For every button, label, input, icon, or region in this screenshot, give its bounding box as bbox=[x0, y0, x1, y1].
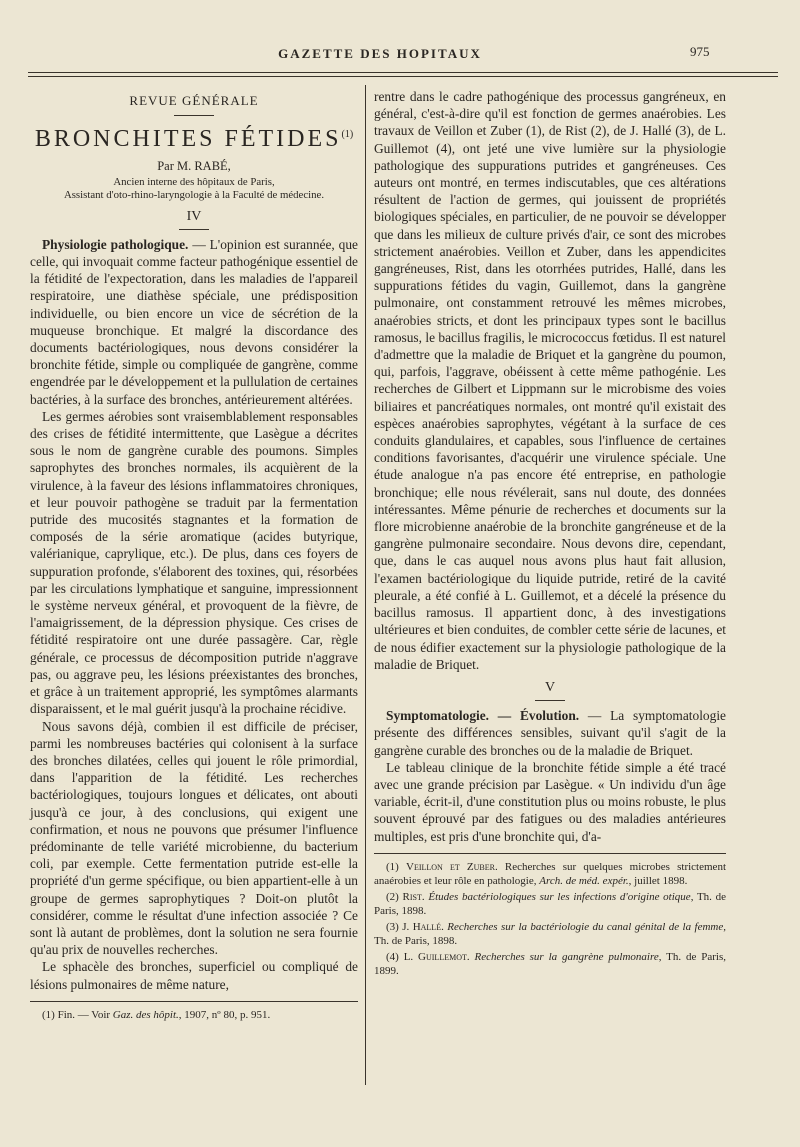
footnote-author: Rist bbox=[402, 890, 422, 903]
footnote-title: Études bactériologiques sur les infections d'origine otique bbox=[428, 890, 691, 903]
paragraph: Les germes aérobies sont vraisemblablement responsables des crises de fétidité intermittente, que Lasègue a décrites sous le nom de gangrène curable des poumons. Simples saprophytes des bronches normales, ils acquièrent de la virulence, à la faveur des lésions inflammatoires chroniques, et leur pouvoir pathogène se traduit par la fermentation putride des mucosités stagnantes et la formation de composés de la série aromatique (acides butyrique, valérianique, caprylique, etc.). De plus, dans ces foyers de suppuration profonde, s'élaborent des toxines, qui, résorbées par les circulations lymphatique et sanguine, impressionnent le système nerveux général, et provoquent de la fièvre, de l'amaigrissement, de la dépression physique. Ces crises de fétidité respiratoire ont une durée passagère. Car, règle générale, ce processus de décomposition putride n'aggrave pas, ou aggrave peu, les lésions préexistantes des bronches, et grâce à un traitement approprié, les symptômes alarmants disparaissent, et le mal guérit jusqu'à la prochaine récidive. bbox=[30, 408, 358, 717]
part-rule bbox=[179, 229, 209, 230]
paragraph: Le tableau clinique de la bronchite fétide simple a été tracé avec une grande précision par Lasègue. « Un individu d'un âge variable, écrit-il, d'une constitution plus ou moins robuste, le plus souvent éprouvé par des fatigues ou des maladies antérieures multiples, est pris d'une bronchite qui, d'a- bbox=[374, 759, 726, 844]
right-column bbox=[374, 88, 726, 980]
part-rule bbox=[535, 700, 565, 701]
footnote-2: (2) Rist. Études bactériologiques sur les infections d'origine otique, Th. de Paris, 1898. bbox=[374, 890, 727, 917]
footnote-journal: Arch. de méd. expér. bbox=[539, 874, 629, 887]
header-rule bbox=[28, 72, 778, 73]
author: Par M. RABÉ, bbox=[157, 159, 231, 174]
part-number: V bbox=[544, 679, 556, 695]
article-title bbox=[30, 126, 358, 153]
footnote-title: Recherches sur la bactériologie du canal génital de la femme bbox=[447, 920, 724, 933]
footnote bbox=[30, 1008, 358, 1022]
footnote-journal: Gaz. des hôpit. bbox=[112, 1008, 179, 1021]
footnote-3: (3) J. Hallé. Recherches sur la bactériologie du canal génital de la femme, Th. de Paris, 1898. bbox=[374, 920, 726, 947]
footnote-rule bbox=[30, 1001, 358, 1002]
footnote-rule bbox=[374, 853, 726, 854]
section-rule bbox=[174, 115, 214, 116]
footnote-ref: , Th. de Paris, 1898. bbox=[374, 890, 727, 917]
page-number: 975 bbox=[690, 44, 710, 59]
footnote-text: . Recherches sur quelques microbes strictement anaérobies et leur rôle en pathologie, bbox=[374, 860, 726, 887]
affiliation-1: Ancien interne des hôpitaux de Paris, bbox=[113, 175, 275, 188]
title-text: BRONCHITES FÉTIDES bbox=[34, 126, 342, 153]
footnote-text: (1) Fin. — Voir bbox=[42, 1008, 113, 1021]
affiliation-2: Assistant d'oto-rhino-laryngologie à la Faculté de médecine. bbox=[63, 188, 325, 201]
paragraph: Nous savons déjà, combien il est difficile de préciser, parmi les nombreuses bactéries qui colonisent à la surface des bronches dilatées, celles qui jouent le rôle primordial, dans l'apparition de la fétidité. Les recherches bactériologiques, toujours longues et délicates, ont abouti jusqu'à ce jour, à des conclusions, qui exigent une confirmation, et nous ne pouvons que présumer l'influence prédominante de telle variété microbienne, du bacterium coli, par exemple. Cette fermentation putride est-elle la propriété d'un germe spécifique, ou bien appartient-elle à un groupe de germes saprophytiques ? Doit-on plutôt la considérer, comme le résultat d'une infection associée ? Ce sont là autant de problèmes, dont la solution ne sera fournie qu'au prix de nouvelles recherches. bbox=[30, 718, 358, 958]
footnote-4: (4) L. Guillemot. Recherches sur la gangrène pulmonaire, Th. de Paris, 1899. bbox=[374, 950, 727, 977]
footnote-ref: , 1907, nº 80, p. 951. bbox=[178, 1008, 271, 1021]
header-rule-double bbox=[28, 76, 778, 77]
section-heading: REVUE GÉNÉRALE bbox=[129, 93, 259, 108]
footnote-author: Veillon et Zuber bbox=[406, 860, 495, 873]
paragraph: rentre dans le cadre pathogénique des processus gangréneux, en général, c'est-à-dire qu'il est fonction de germes anaérobies. Les travaux de Veillon et Zuber (1), de Rist (2), de J. Hallé (3), de L. Guillemot (4), ont jeté une vive lumière sur la physiologie pathologique des suppurations putrides et gangréneuses. Ces auteurs ont montré, en termes indiscutables, que ces altérations résultent de l'action de germes, qui jouissent de propriétés biologiques spéciales, en particulier, de ne pouvoir se développer que dans les milieux de culture privés d'air, ce sont des microbes strictement anaérobies. Veillon et Zuber, dans les appendicites gangréneuses, Rist, dans les otorrhées putrides, Hallé, dans les suppurations fétides du vagin, Guillemot, dans la gangrène pulmonaire, ont constamment retrouvé les mêmes microbes, anaérobies stricts, et dont les principaux types sont le bacillus ramosus, le bacillus fragilis, le micrococcus fœtidus. Il est naturel d'admettre que la maladie de Briquet et la gangrène du poumon, qui, parfois, l'aggrave, obéissent à cette même pathogénie. Les recherches de Gilbert et Lippmann sur le microbisme des voies biliaires et pancréatiques normales, ont montré qu'il existait des espèces anaérobies saprophytes, végétant à la surface de ces conduits glandulaires, et capables, sous l'influence de certaines conditions favorisantes, d'acquérir une virulence spéciale. Une étude analogue n'a pas encore été entreprise, en pathologie bronchique; elle nous révélerait, sans nul doute, des données intéressantes. Même pénurie de recherches et documents sur la flore microbienne anaérobie de la bronchite gangréneuse et de la gangrène pulmonaire secondaire. Nous devons dire, cependant, que, dans le cas auquel nous avons plus haut fait allusion, l'examen bactériologique du liquide putride, retiré de la cavité pleurale, a été confié à L. Guillemot, et a décelé la présence du bacillus ramosus. Il appartient donc, à des investigations ultérieures et bien conduites, de combler cette série de lacunes, et de nous édifier exactement sur la physiologie pathologique de la maladie de Briquet. bbox=[374, 89, 726, 672]
footnote-1: (1) Veillon et Zuber. Recherches sur quelques microbes strictement anaérobies et leur rôle en pathologie, Arch. de méd. expér., juillet 1898. bbox=[374, 860, 726, 887]
title-footnote-mark: (1) bbox=[341, 129, 354, 141]
column-divider bbox=[365, 85, 366, 1085]
paragraph-text: — L'opinion est surannée, que celle, qui invoquait comme facteur pathogénique essentiel de la fétidité de l'expectoration, dans les maladies de l'appareil respiratoire, une diathèse spéciale, une prédisposition individuelle, ou bien encore un vice de sécrétion de la muqueuse bronchique. Et malgré la discordance des documents bactériologiques, nous devons considérer la bronchite fétide, simple ou compliquée de gangrène, comme engendrée par le développement et la pullulation de certaines bactéries, à la surface des bronches, antérieurement altérées. bbox=[30, 236, 358, 407]
footnote-author: L. Guillemot bbox=[403, 950, 467, 963]
left-column bbox=[30, 88, 358, 1024]
running-title: GAZETTE DES HOPITAUX bbox=[278, 46, 482, 61]
paragraph-text: — La symptomatologie présente des différences sensibles, suivant qu'il s'agit de la gangrène curable des bronches ou de la maladie de Briquet. bbox=[374, 708, 726, 758]
paragraph bbox=[374, 707, 726, 759]
paragraph-lead: Symptomatologie. — Évolution. bbox=[386, 708, 580, 724]
paragraph bbox=[30, 236, 358, 408]
footnote-title: Recherches sur la gangrène pulmonaire bbox=[474, 950, 659, 963]
footnote-author: J. Hallé bbox=[402, 920, 442, 933]
paragraph: Le sphacèle des bronches, superficiel ou compliqué de lésions pulmonaires de même nature, bbox=[30, 959, 358, 992]
footnote-ref: , Th. de Paris, 1898. bbox=[374, 920, 726, 947]
footnote-ref: , juillet 1898. bbox=[628, 874, 688, 887]
paragraph-lead: Physiologie pathologique. bbox=[42, 236, 189, 252]
part-number: IV bbox=[186, 208, 202, 224]
footnote-ref: , Th. de Paris, 1899. bbox=[374, 950, 727, 977]
